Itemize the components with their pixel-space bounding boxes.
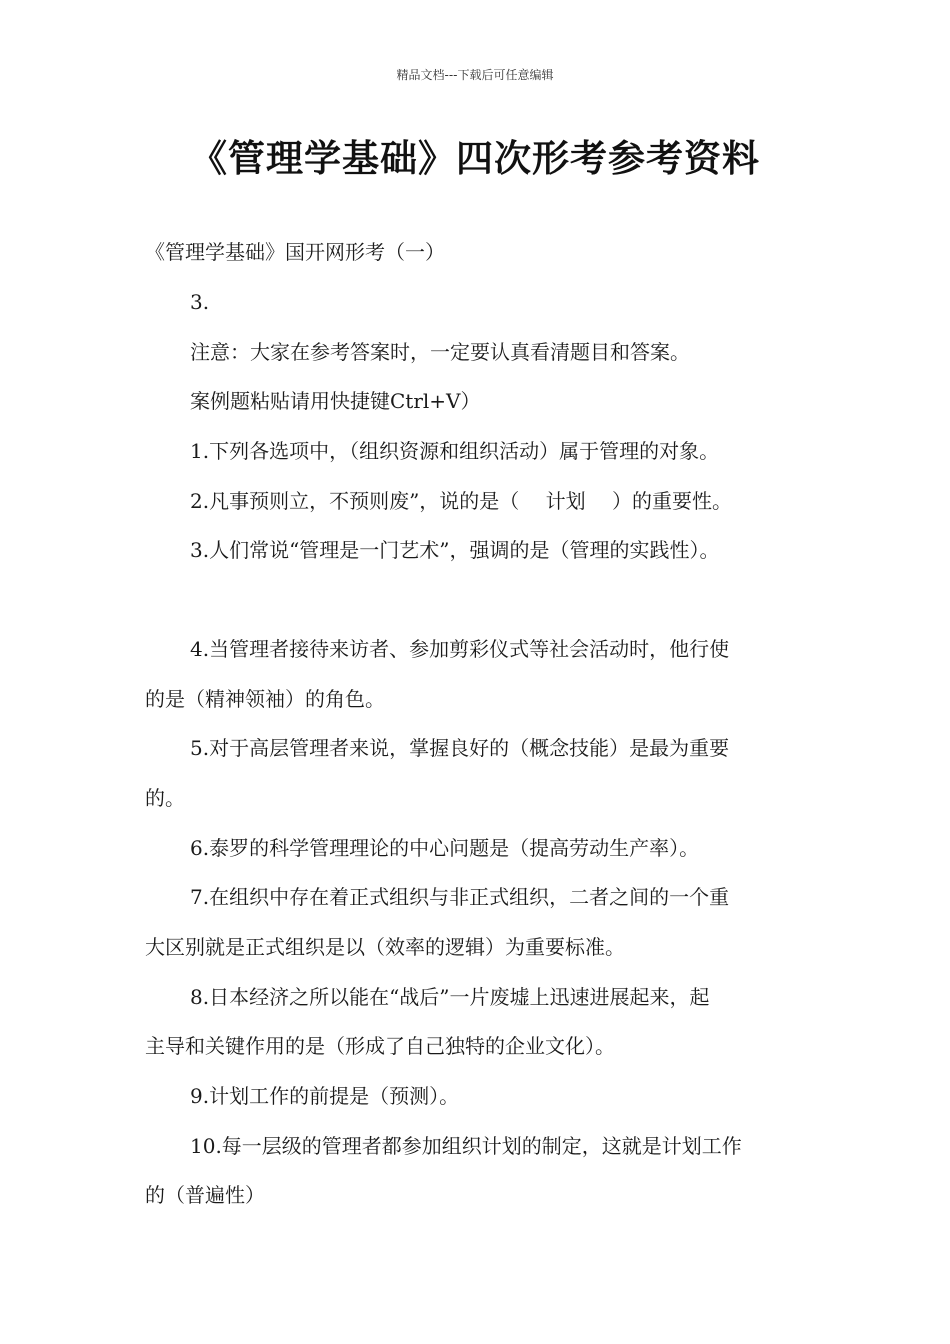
question-item: 7.在组织中存在着正式组织与非正式组织，二者之间的一个重 <box>190 885 730 909</box>
question-item: 4.当管理者接待来访者、参加剪彩仪式等社会活动时，他行使 <box>190 637 730 661</box>
question-item-continued: 的。 <box>145 786 185 810</box>
question-item: 1.下列各选项中，（组织资源和组织活动）属于管理的对象。 <box>190 439 720 463</box>
question-item-continued: 的（普遍性） <box>145 1183 265 1207</box>
question-item-continued: 大区别就是正式组织是以（效率的逻辑）为重要标准。 <box>145 935 625 959</box>
question-item: 6.泰罗的科学管理理论的中心问题是（提高劳动生产率）。 <box>190 836 700 860</box>
page-header: 精品文档---下载后可任意编辑 <box>396 68 554 82</box>
document-title: 《管理学基础》四次形考参考资料 <box>190 137 760 180</box>
question-item-continued: 的是（精神领袖）的角色。 <box>145 687 385 711</box>
question-item-continued: 主导和关键作用的是（形成了自己独特的企业文化）。 <box>145 1034 615 1058</box>
question-item: 9.计划工作的前提是（预测）。 <box>190 1084 460 1108</box>
question-item: 8.日本经济之所以能在“战后”一片废墟上迅速进展起来，起 <box>190 985 710 1009</box>
intro-line: 3. <box>190 290 210 314</box>
intro-line: 注意：大家在参考答案时，一定要认真看清题目和答案。 <box>190 340 690 364</box>
question-item: 2.凡事预则立，不预则废”，说的是（ 计划 ）的重要性。 <box>190 489 733 513</box>
question-item: 10.每一层级的管理者都参加组织计划的制定，这就是计划工作 <box>190 1134 742 1158</box>
question-item: 3.人们常说“管理是一门艺术”，强调的是（管理的实践性）。 <box>190 538 720 562</box>
section-heading: 《管理学基础》国开网形考（一） <box>145 240 445 264</box>
intro-line: 案例题粘贴请用快捷键Ctrl+V） <box>190 389 481 413</box>
question-item: 5.对于高层管理者来说，掌握良好的（概念技能）是最为重要 <box>190 736 730 760</box>
